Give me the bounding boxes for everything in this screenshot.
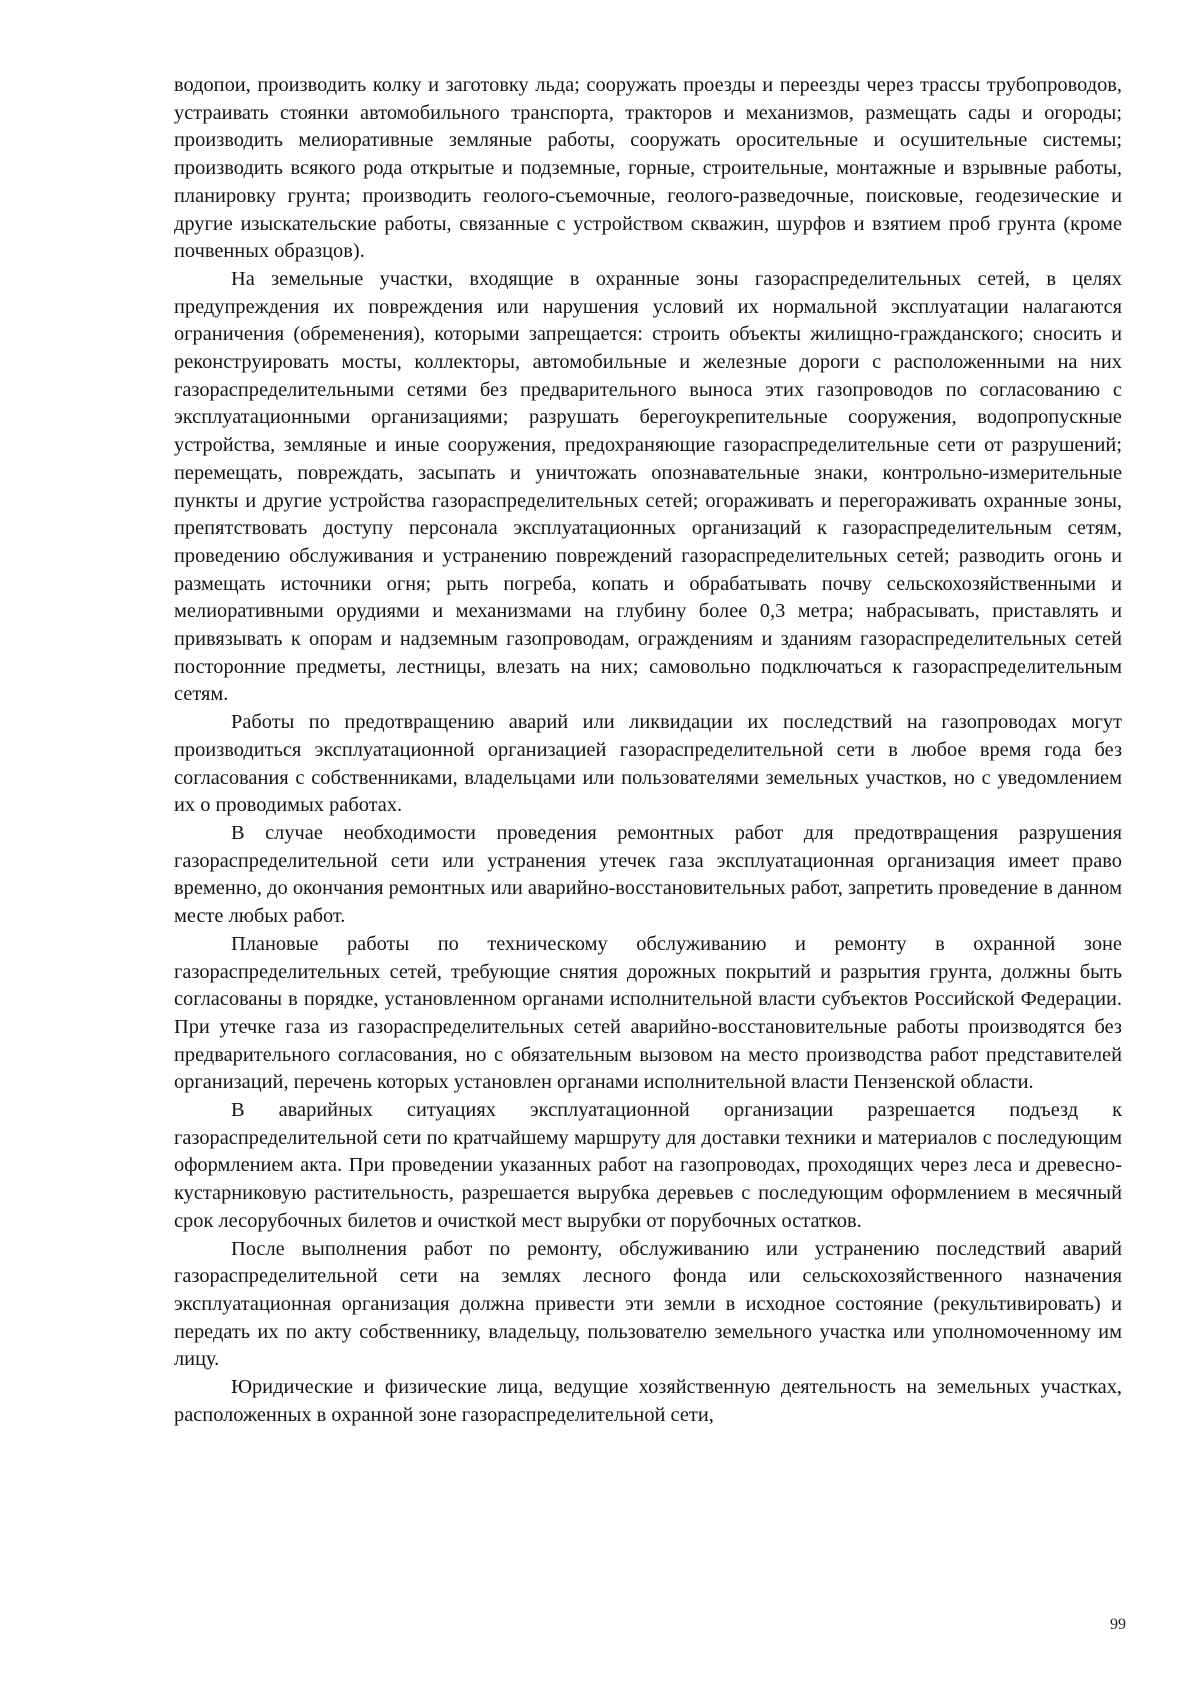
body-paragraph-1: водопои, производить колку и заготовку льда; сооружать проезды и переезды через трассы трубопроводов, устраивать стоянки автомобильного транспорта, тракторов и механизмов, размещать сады и огороды; производить мелиоративные земляные работы, сооружать оросительные и осушительные системы; производить всякого рода открытые и подземные, горные, строительные, монтажные и взрывные работы, планировку грунта; производить геолого-съемочные, геолого-разведочные, поисковые, геодезические и другие изыскательские работы, связанные с устройством скважин, шурфов и взятием проб грунта (кроме почвенных образцов). [174,74,1122,263]
body-paragraph-2: На земельные участки, входящие в охранные зоны газораспределительных сетей, в целях предупреждения их повреждения или нарушения условий их нормальной эксплуатации налагаются ограничения (обременения), которыми запрещается: строить объекты жилищно-гражданского; сносить и реконструировать мосты, коллекторы, автомобильные и железные дороги с расположенными на них газораспределительными сетями без предварительного выноса этих газопроводов по согласованию с эксплуатационными организациями; разрушать берегоукрепительные сооружения, водопропускные устройства, земляные и иные сооружения, предохраняющие газораспределительные сети от разрушений; перемещать, повреждать, засыпать и уничтожать опознавательные знаки, контрольно-измерительные пункты и другие устройства газораспределительных сетей; огораживать и перегораживать охранные зоны, препятствовать доступу персонала эксплуатационных организаций к газораспределительным сетям, проведению обслуживания и устранению повреждений газораспределительных сетей; разводить огонь и размещать источники огня; рыть погреба, копать и обрабатывать почву сельскохозяйственными и мелиоративными орудиями и механизмами на глубину более 0,3 метра; набрасывать, приставлять и привязывать к опорам и надземным газопроводам, ограждениям и зданиям газораспределительных сетей посторонние предметы, лестницы, влезать на них; самовольно подключаться к газораспределительным сетям. [174,267,1122,706]
body-paragraph-8: Юридические и физические лица, ведущие хозяйственную деятельность на земельных участках, расположенных в охранной зоне газораспределительной сети, [174,1376,1122,1426]
body-paragraph-4: В случае необходимости проведения ремонтных работ для предотвращения разрушения газораспределительной сети или устранения утечек газа эксплуатационная организация имеет право временно, до окончания ремонтных или аварийно-восстановительных работ, запретить проведение в данном месте любых работ. [174,821,1122,928]
body-paragraph-5: Плановые работы по техническому обслуживанию и ремонту в охранной зоне газораспределительных сетей, требующие снятия дорожных покрытий и разрытия грунта, должны быть согласованы в порядке, установленном органами исполнительной власти субъектов Российской Федерации. При утечке газа из газораспределительных сетей аварийно-восстановительные работы производятся без предварительного согласования, но с обязательным вызовом на место производства работ представителей организаций, перечень которых установлен органами исполнительной власти Пензенской области. [174,932,1122,1094]
body-paragraph-7: После выполнения работ по ремонту, обслуживанию или устранению последствий аварий газораспределительной сети на землях лесного фонда или сельскохозяйственного назначения эксплуатационная организация должна привести эти земли в исходное состояние (рекультивировать) и передать их по акту собственнику, владельцу, пользователю земельного участка или уполномоченному им лицу. [174,1237,1122,1371]
page-number: 99 [1110,1616,1126,1633]
document-page [174,72,1122,1429]
body-paragraph-6: В аварийных ситуациях эксплуатационной организации разрешается подъезд к газораспределительной сети по кратчайшему маршруту для доставки техники и материалов с последующим оформлением акта. При проведении указанных работ на газопроводах, проходящих через леса и древесно-кустарниковую растительность, разрешается вырубка деревьев с последующим оформлением в месячный срок лесорубочных билетов и очисткой мест вырубки от порубочных остатков. [174,1099,1122,1232]
body-paragraph-3: Работы по предотвращению аварий или ликвидации их последствий на газопроводах могут производиться эксплуатационной организацией газораспределительной сети в любое время года без согласования с собственниками, владельцами или пользователями земельных участков, но с уведомлением их о проводимых работах. [174,711,1122,817]
